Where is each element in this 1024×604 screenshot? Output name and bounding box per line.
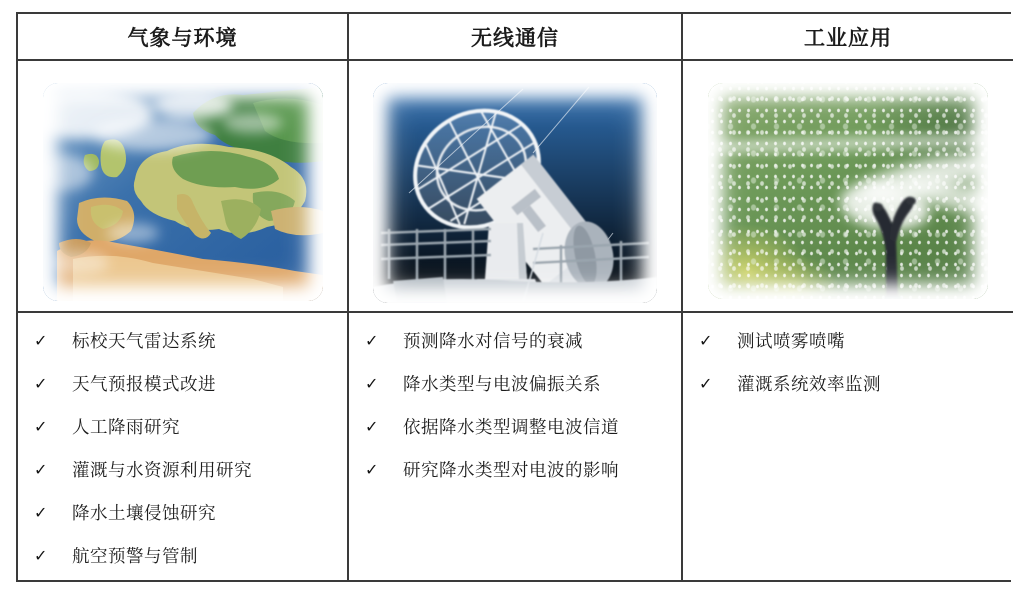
check-icon: ✓ [365,460,379,479]
column-header-wireless [349,14,683,61]
feature-label: 依据降水类型调整电波信道 [403,417,619,437]
feature-list [18,319,347,577]
check-icon: ✓ [34,503,48,522]
europe-satellite-map-image [43,83,323,301]
feature-list-item [683,362,1013,405]
column-title: 工业应用 [804,25,892,50]
feature-list-item [349,405,681,448]
feature-list-item [349,319,681,362]
column-title: 无线通信 [471,25,559,50]
image-cell-meteorology [18,61,349,313]
feature-label: 标校天气雷达系统 [72,331,216,351]
feature-label: 航空预警与管制 [72,546,198,566]
feature-list-item [349,362,681,405]
europe-map-graphic [43,83,323,301]
feature-list-item [18,448,347,491]
feature-list-item [18,405,347,448]
column-header-meteorology [18,14,349,61]
feature-label: 灌溉与水资源利用研究 [72,460,252,480]
check-icon: ✓ [34,374,48,393]
sprinkler-silhouette-graphic [708,83,988,299]
column-header-industry [683,14,1013,61]
feature-list [349,319,681,491]
check-icon: ✓ [365,417,379,436]
feature-label: 研究降水类型对电波的影响 [403,460,619,480]
feature-label: 测试喷雾喷嘴 [737,331,845,351]
feature-list [683,319,1013,405]
feature-label: 灌溉系统效率监测 [737,374,881,394]
image-cell-industry [683,61,1013,313]
feature-list-item [18,491,347,534]
feature-list-item [349,448,681,491]
check-icon: ✓ [34,417,48,436]
feature-label: 降水类型与电波偏振关系 [403,374,601,394]
feature-label: 人工降雨研究 [72,417,180,437]
feature-label: 预测降水对信号的衰减 [403,331,583,351]
check-icon: ✓ [34,546,48,565]
list-cell-meteorology [18,313,349,580]
check-icon: ✓ [34,460,48,479]
feature-label: 降水土壤侵蚀研究 [72,503,216,523]
list-cell-industry [683,313,1013,580]
check-icon: ✓ [365,374,379,393]
check-icon: ✓ [34,331,48,350]
check-icon: ✓ [365,331,379,350]
feature-list-item [18,362,347,405]
applications-table [16,12,1011,582]
radar-antenna-image [373,83,657,303]
feature-list-item [683,319,1013,362]
feature-list-item [18,319,347,362]
sprinkler-image [708,83,988,299]
check-icon: ✓ [699,331,713,350]
check-icon: ✓ [699,374,713,393]
column-title: 气象与环境 [127,25,238,50]
image-cell-wireless [349,61,683,313]
radar-antenna-graphic [373,83,657,303]
feature-label: 天气预报模式改进 [72,374,216,394]
feature-list-item [18,534,347,577]
list-cell-wireless [349,313,683,580]
